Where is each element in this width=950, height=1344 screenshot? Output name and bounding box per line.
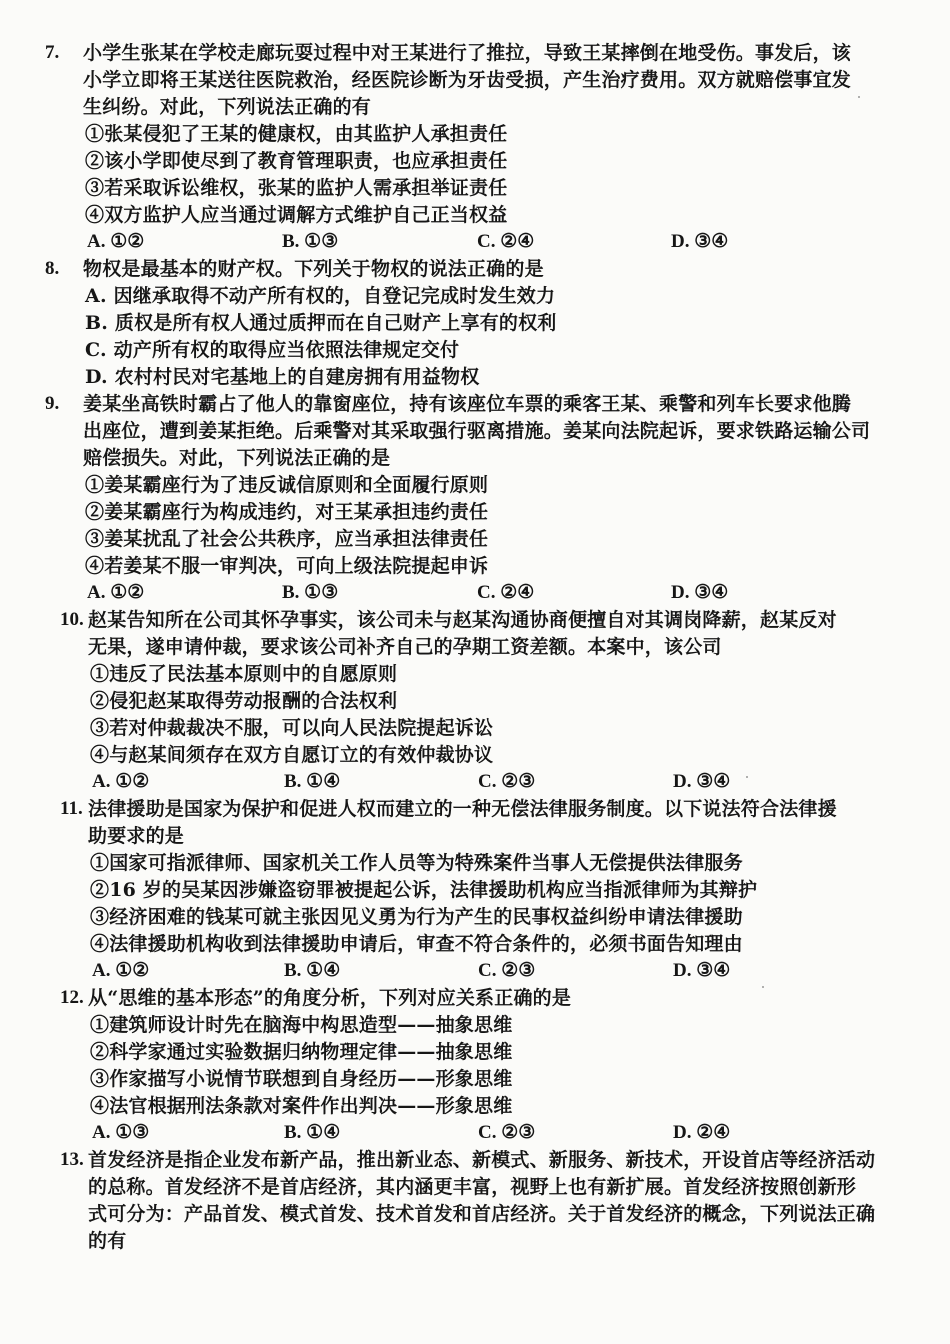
question-9-choice-b: B. ①③ <box>282 582 339 603</box>
question-9-item-4: ④若姜某不服一审判决，可向上级法院提起申诉 <box>85 555 489 577</box>
question-11-stem-line-2: 助要求的是 <box>88 825 185 847</box>
question-11-item-2: ②16 岁的吴某因涉嫌盗窃罪被提起公诉，法律援助机构应当指派律师为其辩护 <box>90 879 758 901</box>
question-13-stem-line-4: 的有 <box>88 1230 127 1252</box>
question-7-item-1: ①张某侵犯了王某的健康权，由其监护人承担责任 <box>85 123 508 145</box>
question-10-stem-line-2: 无果，遂申请仲裁，要求该公司补齐自己的孕期工资差额。本案中，该公司 <box>88 636 722 658</box>
question-11-choice-b: B. ①④ <box>284 960 341 981</box>
question-11-item-3: ③经济困难的钱某可就主张因见义勇为行为产生的民事权益纠纷申请法律援助 <box>90 906 743 928</box>
question-9-stem-line-1: 姜某坐高铁时霸占了他人的靠窗座位，持有该座位车票的乘客王某、乘警和列车长要求他腾 <box>83 393 852 415</box>
question-7-choice-b: B. ①③ <box>282 231 339 252</box>
question-12-choice-b: B. ①④ <box>284 1122 341 1143</box>
question-9-stem-line-3: 赔偿损失。对此，下列说法正确的是 <box>83 447 391 469</box>
scan-speck <box>762 986 764 988</box>
question-10-number: 10. <box>60 609 84 630</box>
question-10-choice-a: A. ①② <box>92 771 150 792</box>
question-13-stem-line-2: 的总称。首发经济不是首店经济，其内涵更丰富，视野上也有新扩展。首发经济按照创新形 <box>88 1176 857 1198</box>
question-7-number: 7. <box>45 42 60 63</box>
question-13-stem-line-3: 式可分为：产品首发、模式首发、技术首发和首店经济。关于首发经济的概念，下列说法正确 <box>88 1203 876 1225</box>
question-8-option-d: D. 农村村民对宅基地上的自建房拥有用益物权 <box>85 366 480 388</box>
question-12-number: 12. <box>60 987 84 1008</box>
question-8-option-c: C. 动产所有权的取得应当依照法律规定交付 <box>85 339 460 361</box>
question-10-item-4: ④与赵某间须存在双方自愿订立的有效仲裁协议 <box>90 744 494 766</box>
question-11-item-1: ①国家可指派律师、国家机关工作人员等为特殊案件当事人无偿提供法律服务 <box>90 852 743 874</box>
question-9-choice-a: A. ①② <box>87 582 145 603</box>
question-9-item-3: ③姜某扰乱了社会公共秩序，应当承担法律责任 <box>85 528 489 550</box>
question-11-choice-d: D. ③④ <box>673 960 731 981</box>
question-7-choice-a: A. ①② <box>87 231 145 252</box>
scan-speck <box>746 776 748 778</box>
question-7-stem-line-2: 小学立即将王某送往医院救治，经医院诊断为牙齿受损，产生治疗费用。双方就赔偿事宜发 <box>83 69 852 91</box>
question-9-item-1: ①姜某霸座行为了违反诚信原则和全面履行原则 <box>85 474 489 496</box>
question-12-item-2: ②科学家通过实验数据归纳物理定律——抽象思维 <box>90 1041 513 1063</box>
question-9-choice-c: C. ②④ <box>477 582 535 603</box>
question-11-item-4: ④法律援助机构收到法律援助申请后，审查不符合条件的，必须书面告知理由 <box>90 933 743 955</box>
question-12-choice-c: C. ②③ <box>478 1122 536 1143</box>
question-10-choice-c: C. ②③ <box>478 771 536 792</box>
question-9-number: 9. <box>45 393 60 414</box>
question-10-choice-d: D. ③④ <box>673 771 731 792</box>
scan-speck <box>858 96 860 98</box>
question-8-option-a: A. 因继承取得不动产所有权的，自登记完成时发生效力 <box>85 285 556 307</box>
question-10-stem-line-1: 赵某告知所在公司其怀孕事实，该公司未与赵某沟通协商便擅自对其调岗降薪，赵某反对 <box>88 609 837 631</box>
question-11-stem-line-1: 法律援助是国家为保护和促进人权而建立的一种无偿法律服务制度。以下说法符合法律援 <box>88 798 837 820</box>
question-9-choice-d: D. ③④ <box>671 582 729 603</box>
question-7-stem-line-3: 生纠纷。对此，下列说法正确的有 <box>83 96 372 118</box>
question-12-choice-d: D. ②④ <box>673 1122 731 1143</box>
question-8-stem-line-1: 物权是最基本的财产权。下列关于物权的说法正确的是 <box>83 258 544 280</box>
question-7-choice-c: C. ②④ <box>477 231 535 252</box>
question-9-item-2: ②姜某霸座行为构成违约，对王某承担违约责任 <box>85 501 489 523</box>
question-13-stem-line-1: 首发经济是指企业发布新产品，推出新业态、新模式、新服务、新技术，开设首店等经济活动 <box>88 1149 876 1171</box>
question-7-choice-d: D. ③④ <box>671 231 729 252</box>
question-11-choice-c: C. ②③ <box>478 960 536 981</box>
question-8-number: 8. <box>45 258 60 279</box>
question-11-choice-a: A. ①② <box>92 960 150 981</box>
question-10-item-3: ③若对仲裁裁决不服，可以向人民法院提起诉讼 <box>90 717 494 739</box>
question-7-stem-line-1: 小学生张某在学校走廊玩耍过程中对王某进行了推拉，导致王某摔倒在地受伤。事发后，该 <box>83 42 852 64</box>
question-12-item-1: ①建筑师设计时先在脑海中构思造型——抽象思维 <box>90 1014 513 1036</box>
question-10-item-1: ①违反了民法基本原则中的自愿原则 <box>90 663 398 685</box>
question-7-item-4: ④双方监护人应当通过调解方式维护自己正当权益 <box>85 204 508 226</box>
question-13-number: 13. <box>60 1149 84 1170</box>
question-10-choice-b: B. ①④ <box>284 771 341 792</box>
question-7-item-3: ③若采取诉讼维权，张某的监护人需承担举证责任 <box>85 177 508 199</box>
question-10-item-2: ②侵犯赵某取得劳动报酬的合法权利 <box>90 690 398 712</box>
question-12-item-4: ④法官根据刑法条款对案件作出判决——形象思维 <box>90 1095 513 1117</box>
question-9-stem-line-2: 出座位，遭到姜某拒绝。后乘警对其采取强行驱离措施。姜某向法院起诉，要求铁路运输公司 <box>83 420 871 442</box>
question-7-item-2: ②该小学即使尽到了教育管理职责，也应承担责任 <box>85 150 508 172</box>
question-12-stem-line-1: 从“思维的基本形态”的角度分析，下列对应关系正确的是 <box>88 987 572 1009</box>
question-11-number: 11. <box>60 798 83 819</box>
question-8-option-b: B. 质权是所有权人通过质押而在自己财产上享有的权利 <box>85 312 557 334</box>
question-12-item-3: ③作家描写小说情节联想到自身经历——形象思维 <box>90 1068 513 1090</box>
question-12-choice-a: A. ①③ <box>92 1122 150 1143</box>
